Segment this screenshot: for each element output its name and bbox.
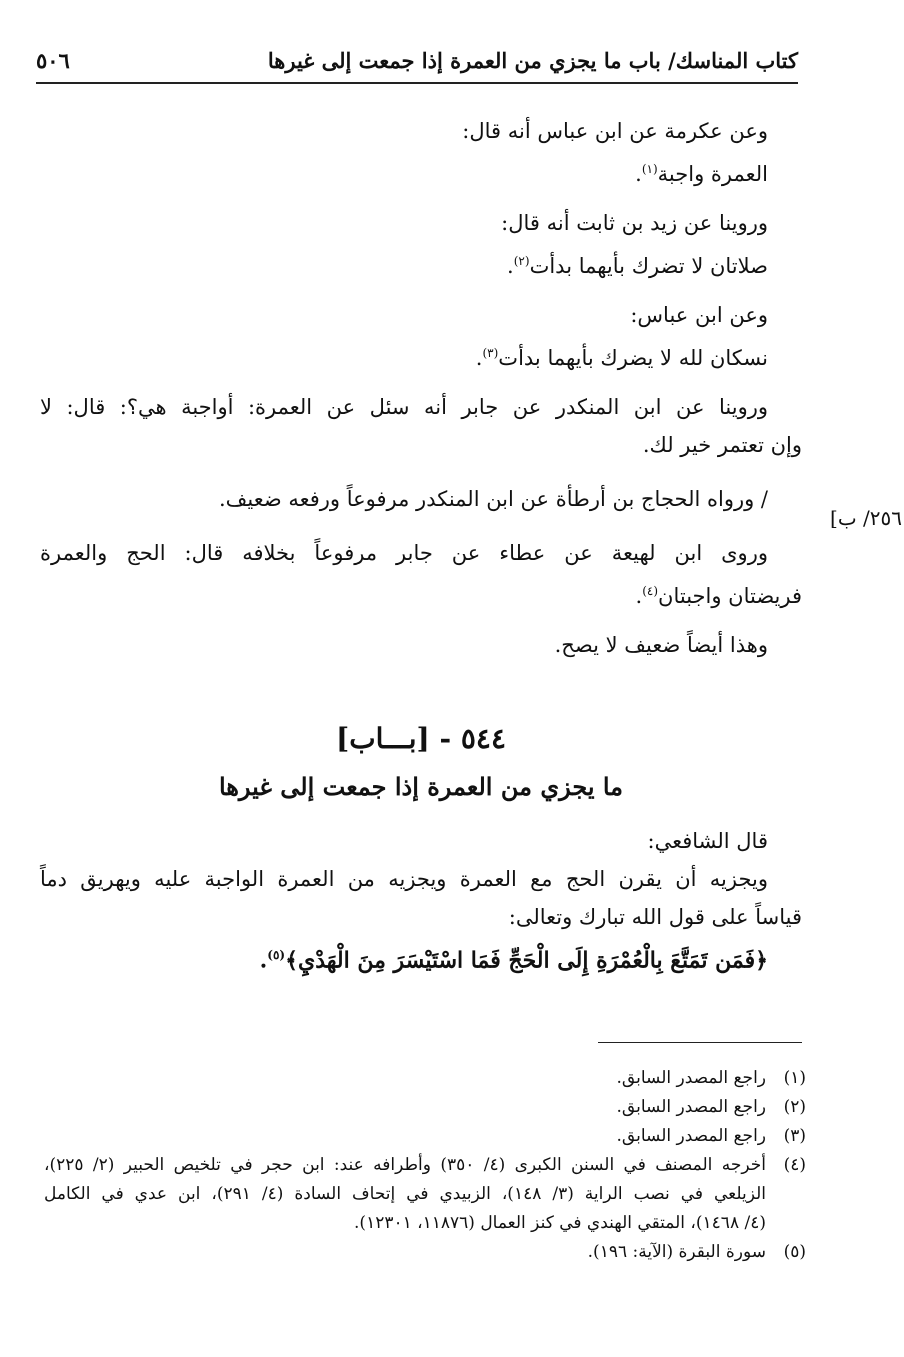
text-line xyxy=(40,296,802,334)
line-text: وروينا عن زيد بن ثابت أنه قال: xyxy=(501,211,768,235)
footnote xyxy=(44,1151,806,1238)
page-header xyxy=(36,40,798,80)
footnote-line: راجع المصدر السابق. xyxy=(616,1068,766,1088)
line-text: ويجزيه أن يقرن الحج مع العمرة ويجزيه من العمرة الواجبة عليه ويهريق دماً xyxy=(40,867,768,891)
footnote-number: (١) xyxy=(783,1068,806,1088)
line-text: . xyxy=(507,254,514,278)
line-text: وإن تعتمر خير لك. xyxy=(642,433,802,457)
text-line xyxy=(40,626,802,664)
text-line xyxy=(40,822,802,860)
line-text: . xyxy=(259,947,268,974)
footnote-separator xyxy=(598,1042,802,1043)
text-line xyxy=(40,426,802,464)
text-line xyxy=(40,480,802,518)
text-line xyxy=(40,572,802,610)
footnote-ref: (٢) xyxy=(513,254,530,268)
footnote-text xyxy=(44,1122,766,1151)
footnote xyxy=(44,1064,806,1093)
verse-text: ﴿فَمَن تَمَتَّعَ بِالْعُمْرَةِ إِلَى الْحَجِّ فَمَا اسْتَيْسَرَ مِنَ الْهَدْيِ﴾ xyxy=(285,947,768,974)
text-line xyxy=(40,112,802,150)
footnote-number: (٤) xyxy=(783,1155,806,1175)
footnote-ref: (١) xyxy=(641,162,658,176)
text-line xyxy=(40,242,802,280)
line-text: وروينا عن ابن المنكدر عن جابر أنه سئل عن العمرة: أواجبة هي؟: قال: لا xyxy=(40,395,768,419)
footnote xyxy=(44,1122,806,1151)
line-text: نسكان لله لا يضرك بأيهما بدأت xyxy=(498,346,768,370)
running-title: كتاب المناسك/ باب ما يجزي من العمرة إذا جمعت إلى غيرها xyxy=(267,47,798,73)
header-rule xyxy=(36,82,798,84)
footnote xyxy=(44,1238,806,1267)
footnote-text xyxy=(44,1093,766,1122)
line-text: . xyxy=(635,584,643,608)
footnote-ref: (٣) xyxy=(482,346,499,360)
footnote-line: (٤/ ١٤٦٨)، المتقي الهندي في كنز العمال (١١٨٧٦، ١٢٣٠١). xyxy=(354,1213,766,1233)
footnote-ref: (٤) xyxy=(642,584,659,598)
footnote xyxy=(44,1093,806,1122)
footnote-line: سورة البقرة (الآية: ١٩٦). xyxy=(587,1242,766,1262)
main-text xyxy=(40,112,802,664)
footnote-line: الزيلعي في نصب الراية (٣/ ١٤٨)، الزبيدي في إتحاف السادة (٤/ ٢٩١)، ابن عدي في الكامل xyxy=(44,1184,767,1204)
text-line xyxy=(40,388,802,426)
chapter-title: ما يجزي من العمرة إذا جمعت إلى غيرها xyxy=(218,772,624,801)
text-line xyxy=(40,898,802,936)
chapter-text xyxy=(40,822,802,974)
line-text: قياساً على قول الله تبارك وتعالى: xyxy=(508,905,802,929)
footnote-number: (٥) xyxy=(783,1242,806,1262)
line-text: العمرة واجبة xyxy=(657,162,768,186)
footnote-ref: (٥) xyxy=(267,948,286,962)
line-text: وهذا أيضاً ضعيف لا يصح. xyxy=(554,633,768,657)
footnote-number: (٣) xyxy=(783,1126,806,1146)
footnote-number: (٢) xyxy=(783,1097,806,1117)
line-text: . xyxy=(475,346,483,370)
chapter-number: ٥٤٤ - [بـــاب] xyxy=(335,722,507,755)
quran-verse xyxy=(40,936,802,974)
line-text: وعن ابن عباس: xyxy=(630,303,768,327)
line-text: قال الشافعي: xyxy=(647,829,768,853)
text-line xyxy=(40,534,802,572)
footnote-text xyxy=(44,1238,766,1267)
text-line xyxy=(40,334,802,372)
line-text: وعن عكرمة عن ابن عباس أنه قال: xyxy=(462,119,768,143)
footnote-text xyxy=(44,1064,766,1093)
page-number: ٥٠٦ xyxy=(36,47,70,73)
line-text: / ورواه الحجاج بن أرطأة عن ابن المنكدر مرفوعاً ورفعه ضعيف. xyxy=(218,487,768,511)
line-text: وروى ابن لهيعة عن عطاء عن جابر مرفوعاً بخلافه قال: الحج والعمرة xyxy=(40,541,768,565)
footnote-text xyxy=(44,1151,766,1238)
footnote-line: أخرجه المصنف في السنن الكبرى (٤/ ٣٥٠) وأطرافه عند: ابن حجر في تلخيص الحبير (٢/ ٢٢٥)، xyxy=(44,1155,766,1175)
footnote-line: راجع المصدر السابق. xyxy=(616,1097,766,1117)
footnotes xyxy=(44,1064,806,1267)
text-line xyxy=(40,860,802,898)
line-text: فريضتان واجبتان xyxy=(658,584,802,608)
footnote-line: راجع المصدر السابق. xyxy=(616,1126,766,1146)
text-line xyxy=(40,204,802,242)
margin-folio-note: ٢٥٦/ ب] xyxy=(830,506,902,530)
line-text: صلاتان لا تضرك بأيهما بدأت xyxy=(529,254,768,278)
text-line xyxy=(40,150,802,188)
line-text: . xyxy=(635,162,642,186)
